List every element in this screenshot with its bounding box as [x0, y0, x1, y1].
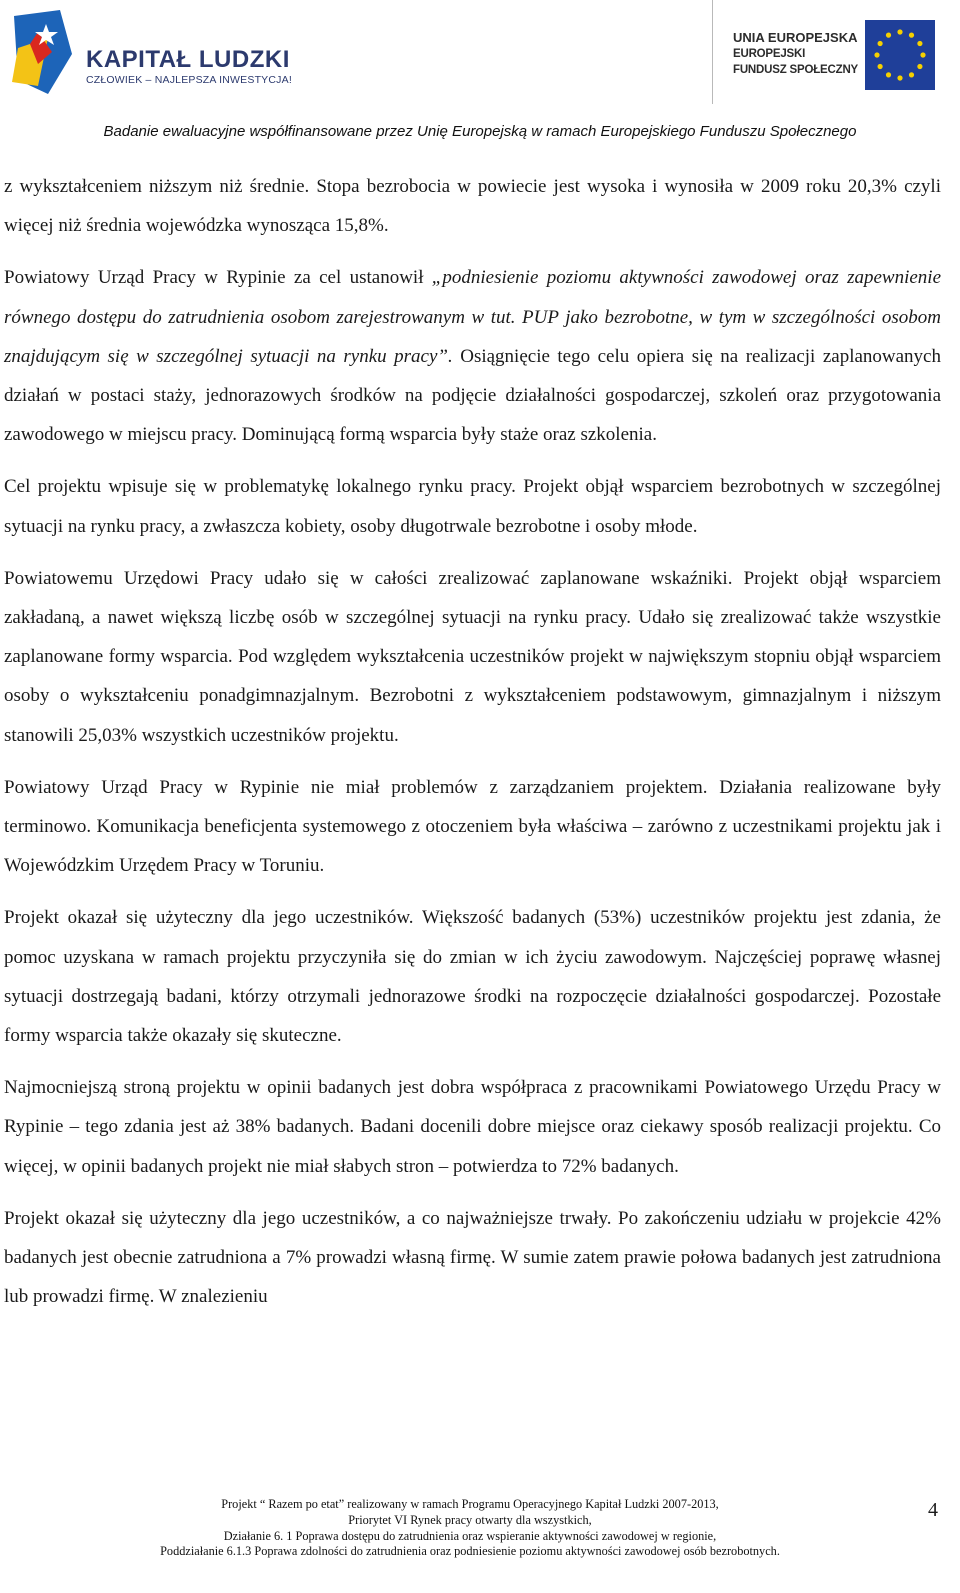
paragraph-2-quote: „podniesienie poziomu aktywności zawodowej oraz zapewnienie równego dostępu do zatrudnienia osobom zarejestrowanym w tut. PUP jako bezrobotne, w tym w szczególności osobom znajdującym się w szczególnej sytuacji na rynku pracy”. [4, 267, 941, 367]
paragraph-6: Projekt okazał się użyteczny dla jego uczestników. Większość badanych (53%) uczestników projektu jest zdania, że pomoc uzyskana w ramach projektu przyczyniła się do zmian w ich życiu zawodowym. Najczęściej poprawę własnej sytuacji dostrzegają badani, którzy otrzymali jednorazowe środki na rozpoczęcie działalności gospodarczej. Pozostałe formy wsparcia także okazały się skuteczne. [4, 907, 941, 1047]
eu-logo-text [733, 30, 858, 78]
page-number: 4 [928, 1499, 938, 1521]
document-body [4, 167, 941, 1329]
kapital-ludzki-emblem-icon [8, 8, 78, 96]
footer-line-4: Poddziałanie 6.1.3 Poprawa zdolności do zatrudnienia oraz podniesienie poziomu aktywności zawodowej osób bezrobotnych. [160, 1544, 780, 1559]
eu-logo-line2: EUROPEJSKI [733, 48, 806, 60]
footer-line-1: Projekt “ Razem po etat” realizowany w ramach Programu Operacyjnego Kapitał Ludzki 2007-2013, [221, 1497, 719, 1511]
page-footer [0, 1497, 960, 1593]
paragraph-1: z wykształceniem niższym niż średnie. Stopa bezrobocia w powiecie jest wysoka i wynosiła w 2009 roku 20,3% czyli więcej niż średnia wojewódzka wynosząca 15,8%. [4, 176, 941, 237]
paragraph-5: Powiatowy Urząd Pracy w Rypinie nie miał problemów z zarządzaniem projektem. Działania realizowane były terminowo. Komunikacja beneficjenta systemowego z otoczeniem była właściwa – zarówno z uczestnikami projektu jak i Wojewódzkim Urzędem Pracy w Toruniu. [4, 776, 941, 877]
kapital-ludzki-slogan: CZŁOWIEK – NAJLEPSZA INWESTYCJA! [86, 74, 292, 86]
eu-logo-line1: UNIA EUROPEJSKA [733, 30, 858, 45]
footer-text [60, 1497, 880, 1560]
paragraph-8: Projekt okazał się użyteczny dla jego uczestników, a co najważniejsze trwały. Po zakończeniu udziału w projekcie 42% badanych jest obecnie zatrudniona a 7% prowadzi własną firmę. W sumie zatem prawie połowa badanych jest zatrudniona lub prowadzi firmę. W znalezieniu [4, 1207, 941, 1308]
paragraph-3: Cel projektu wpisuje się w problematykę lokalnego rynku pracy. Projekt objął wsparciem bezrobotnych w szczególnej sytuacji na rynku pracy, a zwłaszcza kobiety, osoby długotrwale bezrobotne i osoby młode. [4, 476, 941, 537]
paragraph-7: Najmocniejszą stroną projektu w opinii badanych jest dobra współpraca z pracownikami Powiatowego Urzędu Pracy w Rypinie – tego zdania jest aż 38% badanych. Badani docenili dobre miejsce oraz ciekawy sposób realizacji projektu. Co więcej, w opinii badanych projekt nie miał słabych stron – potwierdza to 72% badanych. [4, 1077, 941, 1177]
page-header [0, 0, 960, 150]
kapital-ludzki-title: KAPITAŁ LUDZKI [86, 46, 290, 73]
paragraph-2 [4, 258, 941, 454]
paragraph-4: Powiatowemu Urzędowi Pracy udało się w całości zrealizować zaplanowane wskaźniki. Projekt objął wsparciem zakładaną, a nawet większą liczbę osób w szczególnej sytuacji na rynku pracy. Udało się zrealizować także wszystkie zaplanowane formy wsparcia. Pod względem wykształcenia uczestników projekt w największym stopniu objął wsparciem osoby o wykształceniu ponadgimnazjalnym. Bezrobotni z wykształceniem podstawowym, gimnazjalnym i niższym stanowili 25,03% wszystkich uczestników projektu. [4, 567, 941, 746]
paragraph-2-rest: Osiągnięcie tego celu opiera się na realizacji zaplanowanych działań w postaci staży, jednorazowych środków na podjęcie działalności gospodarczej, szkoleń oraz przygotowania zawodowego w miejscu pracy. Dominującą formą wsparcia były staże oraz szkolenia. [4, 345, 941, 446]
eu-efs-logo [712, 0, 945, 104]
footer-line-2: Priorytet VI Rynek pracy otwarty dla wszystkich, [348, 1512, 592, 1527]
footer-line-3: Działanie 6. 1 Poprawa dostępu do zatrudnienia oraz wspieranie aktywności zawodowej w regionie, [223, 1528, 717, 1543]
header-caption: Badanie ewaluacyjne współfinansowane przez Unię Europejską w ramach Europejskiego Funduszu Społecznego [103, 123, 857, 140]
eu-logo-line3: FUNDUSZ SPOŁECZNY [733, 64, 859, 76]
paragraph-2-lead: Powiatowy Urząd Pracy w Rypinie za cel ustanowił [4, 267, 432, 289]
eu-flag-icon [865, 20, 935, 90]
kapital-ludzki-logo [8, 8, 298, 98]
